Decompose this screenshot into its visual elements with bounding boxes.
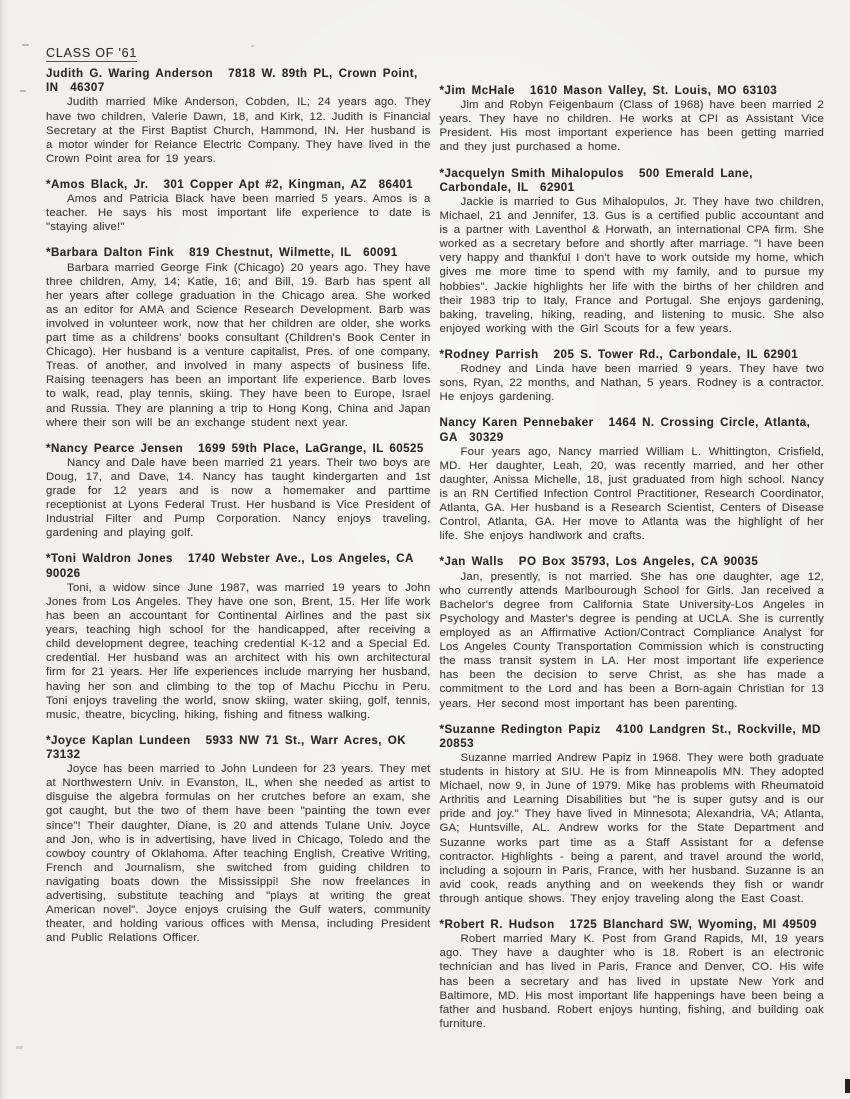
entry-address: 819 Chestnut, Wilmette, IL 60091: [189, 246, 398, 260]
entry-address: 301 Copper Apt #2, Kingman, AZ 86401: [163, 177, 414, 191]
entry-address: PO Box 35793, Los Angeles, CA 90035: [518, 555, 759, 569]
entry-body: Toni, a widow since June 1987, was married 19 years to John Jones from Los Angeles. They have one son, Brent, 15. Her life work has been an accountant for Continental Airlines and the past six years, teaching high school for the handicapped, after receiving a child development degree, teaching credential K-12 and a Special Ed. credential. Her husband was an architect with his own architectural firm for 21 years. Her life experiences include marrying her husband, having her son and climbing to the top of Machu Picchu in Peru. Toni enjoys traveling the world, snow skiing, water skiing, golf, tennis, music, theatre, bicycling, hiking, fishing and fitness walking.: [46, 581, 431, 721]
entry-name: Judith G. Waring Anderson: [46, 67, 214, 80]
entry-header: [440, 723, 825, 751]
directory-entry: [440, 416, 825, 543]
entry-header: [440, 84, 825, 98]
page-title: CLASS OF '61: [46, 46, 138, 60]
entry-header: [46, 178, 431, 192]
entry-address: 500 Emerald Lane, Carbondale, IL 62901: [439, 166, 759, 194]
entry-name: *Jim McHale: [439, 84, 515, 97]
entry-body: Barbara married George Fink (Chicago) 20 years ago. They have three children, Amy, 14; Katie, 16; and Bill, 19. Barb has spent all her years after college graduation in the Chicago area. She worked as an editor for AMA and Science Research Development. Barb was involved in volunteer work, now that her children are older, she works part time as a childrens' books consultant (Children's Book Center in Chicago). Her husband is a venture capitalist, Pres. of one company, Treas. of another, and involved in many aspects of business life. Raising teenagers has been an important life experience. Barb loves to walk, read, play tennis, skiing. They have been to Europe, Israel and Russia. They are planning a trip to Hong Kong, China and Japan where their son will be an exchange student next year.: [46, 261, 431, 429]
entry-header: [440, 348, 825, 362]
entry-name: *Amos Black, Jr.: [46, 177, 149, 191]
entry-address: 7818 W. 89th PL, Crown Point, IN 46307: [46, 67, 424, 95]
entry-body: Nancy and Dale have been married 21 years. Their two boys are Doug, 17, and Dave, 14. Nancy has taught kindergarten and 1st grade for 12 years and is now a homemaker and parttime receptionist at Lyons Federal Trust. Her husband is Vice President of Industrial Filter and Pump Corporation. Nancy enjoys traveling, gardening and playing golf.: [46, 456, 431, 540]
entry-address: 1610 Mason Valley, St. Louis, MO 63103: [529, 84, 778, 97]
entry-address: 1725 Blanchard SW, Wyoming, MI 49509: [569, 918, 817, 932]
entry-name: *Barbara Dalton Fink: [46, 246, 175, 260]
entry-address: 1464 N. Crossing Circle, Atlanta, GA 30329: [439, 416, 817, 444]
scan-artifact: [845, 1079, 850, 1093]
entry-name: *Jan Walls: [439, 555, 504, 569]
entry-address: 4100 Landgren St., Rockville, MD 20853: [439, 722, 827, 750]
entry-body: Judith married Mike Anderson, Cobden, IL; 24 years ago. They have two children, Valerie Dawn, 18, and Kirk, 12. Judith is Financial Secretary at the First Baptist Church, Hammond, IN. Her husband is a motor winder for Reiance Electric Company. They have lived in the Crown Point area for 19 years.: [46, 96, 431, 165]
directory-entry: [46, 178, 431, 234]
directory-entry: [46, 67, 431, 166]
directory-entry: [46, 552, 431, 721]
entry-header: [46, 246, 431, 260]
entry-header: [440, 918, 825, 932]
scan-artifact: [16, 1046, 23, 1049]
entry-name: *Toni Waldron Jones: [46, 552, 173, 566]
entry-body: Rodney and Linda have been married 9 years. They have two sons, Ryan, 22 months, and Nathan, 5 years. Rodney is a contractor. He enjoys gardening.: [439, 363, 824, 404]
entry-header: [46, 734, 431, 762]
column-right: [440, 67, 825, 1031]
scan-artifact: [251, 45, 254, 47]
entry-address: 5933 NW 71 St., Warr Acres, OK 73132: [46, 733, 412, 761]
column-left: [40, 67, 431, 945]
directory-entry: [440, 84, 825, 155]
entry-body: Suzanne married Andrew Papiz in 1968. They were both graduate students in history at SIU. He is from Minneapolis MN. They adopted Michael, now 9, in June of 1979. Mike has problems with Rheumatoid Arthritis and Learning Disabilities but "he is super gutsy and is our pride and joy." They have lived in Minnesota; Alexandria, VA; Atlanta, GA; Huntsville, AL. Andrew works for the State Department and Suzanne works part time as a Staff Assistant for a defense contractor. Highlights - being a parent, and travel around the world, including a sojourn in Paris, France, with her husband. Suzanne is an avid cook, reads anything and on weekends they fish or wandr through antique shows. They enjoy traveling along the East Coast.: [439, 752, 824, 905]
entry-name: *Nancy Pearce Jensen: [46, 441, 184, 455]
scan-artifact: [22, 44, 29, 46]
entry-body: Four years ago, Nancy married William L. Whittington, Crisfield, MD. Her daughter, Leah, 20, was recently married, and her other daughter, Anissa Michelle, 18, just graduated from high school. Nancy is an RN Certified Infection Control Practitioner, Research Coordinator, Atlanta, GA. Her husband is a Research Scientist, Centers of Disease Control, Atlanta, GA. Her move to Atlanta was the highlight of her life. She enjoys handiwork and crafts.: [439, 445, 824, 543]
entry-address: 1699 59th Place, LaGrange, IL 60525: [198, 441, 424, 455]
directory-entry: [440, 723, 825, 906]
entry-name: *Jacquelyn Smith Mihalopulos: [439, 166, 624, 180]
entry-name: *Suzanne Redington Papiz: [439, 722, 601, 736]
entry-body: Jackie is married to Gus Mihalopulos, Jr. They have two children, Michael, 21 and Jennifer, 13. Gus is a certified public accountant and is a partner with Laventhol & Horwath, an international CPA firm. She worked as a secretary before and shortly after marriage. "I have been very happy and thankful I don't have to work outside my home, which gives me more time to spend with my family, and to pursue my hobbies". Jackie highlights her life with the births of her children and their 1983 trip to Italy, France and Portugal. She enjoys gardening, baking, traveling, hiking, reading, and listening to music. She also enjoyed working with the Girl Scouts for a few years.: [439, 195, 824, 335]
entry-name: *Joyce Kaplan Lundeen: [46, 733, 191, 747]
entry-body: Amos and Patricia Black have been married 5 years. Amos is a teacher. He says his most important life experience to date is "staying alive!": [46, 193, 431, 234]
entry-header: [440, 555, 825, 569]
entry-name: *Rodney Parrish: [439, 347, 539, 361]
scan-artifact: [20, 90, 26, 92]
entry-address: 205 S. Tower Rd., Carbondale, IL 62901: [553, 347, 799, 361]
directory-entry: [440, 167, 825, 336]
directory-entry: [440, 918, 825, 1031]
entry-header: [440, 167, 825, 195]
entry-body: Jan, presently, is not married. She has one daughter, age 12, who currently attends Marlbourough School for Girls. Jan received a Bachelor's degree from California State University-Los Angeles in Psychology and Master's degree is pending at UCLA. She is currently employed as an Affirmative Action/Contract Compliance Analyst for Los Angeles County Transportation Commission which is constructing the mass transit system in LA. Her most important life experience has been the decision to serve Christ, as she has made a commitment to the Lord and has been a Born-again Christian for 13 years. Her second most important has been parenting.: [439, 570, 824, 710]
entry-header: [46, 552, 431, 580]
directory-entry: [46, 734, 431, 946]
entry-body: Robert married Mary K. Post from Grand Rapids, MI, 19 years ago. They have a daughter who is 18. Robert is an electronic technician and has lived in Paris, France and Denver, CO. His wife has been a secretary and has lived in upstate New York and Baltimore, MD. His most important life happenings have been being a father and husband. Robert enjoys hunting, fishing, and building oak furniture.: [439, 933, 824, 1030]
entry-header: [440, 416, 825, 444]
directory-entry: [440, 348, 825, 404]
entry-header: [46, 67, 431, 95]
directory-entry: [440, 555, 825, 710]
entry-name: *Robert R. Hudson: [439, 918, 555, 932]
entry-body: Jim and Robyn Feigenbaum (Class of 1968) have been married 2 years. They have no children. He works at CPI as Assistant Vice President. His most important experience has been getting married and they just purchased a home.: [439, 99, 824, 154]
entry-address: 1740 Webster Ave., Los Angeles, CA 90026: [46, 552, 420, 580]
two-column-layout: [40, 67, 827, 1031]
directory-entry: [46, 442, 431, 541]
entry-body: Joyce has been married to John Lundeen for 23 years. They met at Northwestern Univ. in Evanston, IL, when she needed as artist to disguise the algebra formulas on her crutches before an exam, she got caught, but the two of them have been "painting the town ever since"! Their daughter, Diane, is 20 and attends Tulane Univ. Joyce and Jon, who is in advertising, have lived in Chicago, Toledo and the cowboy country of Oklahoma. After teaching English, Creative Writing, French and Journalism, she switched from guiding children to navigating boats down the Mississippi! She now freelances in advertising, substitute teaching and "plays at writing the great American novel". Joyce enjoys cruising the Gulf waters, community theater, and holding various offices with Mensa, including President and Public Relations Officer.: [46, 763, 431, 945]
entry-name: Nancy Karen Pennebaker: [439, 416, 594, 430]
entry-header: [46, 442, 431, 456]
directory-entry: [46, 246, 431, 429]
